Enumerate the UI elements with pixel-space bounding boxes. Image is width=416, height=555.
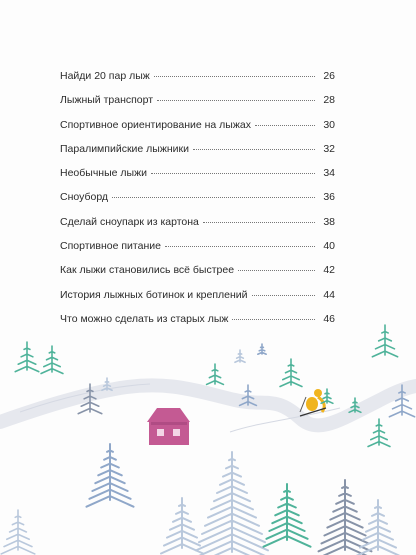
tree-icon xyxy=(161,498,203,554)
toc-entry-page: 42 xyxy=(323,264,335,277)
ski-trail xyxy=(0,385,416,425)
toc-entry-title: Сделай сноупарк из картона xyxy=(60,215,199,228)
toc-entry-title: Спортивное ориентирование на лыжах xyxy=(60,118,251,131)
toc-leader-dots xyxy=(154,76,315,77)
toc-entry-page: 28 xyxy=(323,94,335,107)
toc-entry-title: Лыжный транспорт xyxy=(60,94,154,107)
toc-leader-dots xyxy=(238,270,315,271)
toc-entry[interactable] xyxy=(60,94,335,118)
toc-leader-dots xyxy=(255,125,315,126)
tree-icon xyxy=(41,346,63,374)
tree-icon xyxy=(372,325,397,357)
toc-entry-title: Что можно сделать из старых лыж xyxy=(60,312,229,325)
toc-entry-page: 34 xyxy=(323,167,335,180)
table-of-contents xyxy=(60,70,335,337)
toc-entry-title: Найди 20 пар лыж xyxy=(60,70,150,82)
tree-icon xyxy=(1,510,35,554)
tree-icon xyxy=(258,344,266,354)
pink-house xyxy=(147,408,190,445)
toc-leader-dots xyxy=(112,197,315,198)
toc-entry-page: 26 xyxy=(323,70,335,82)
toc-entry-title: Необычные лыжи xyxy=(60,167,147,180)
tree-icon xyxy=(86,444,133,507)
toc-leader-dots xyxy=(203,222,315,223)
toc-entry-page: 38 xyxy=(323,215,335,228)
tree-icon xyxy=(190,452,274,555)
toc-entry-page: 46 xyxy=(323,312,335,325)
toc-entry-page: 36 xyxy=(323,191,335,204)
tree-icon xyxy=(316,480,375,555)
toc-entry-title: Как лыжи становились всё быстрее xyxy=(60,264,235,277)
toc-entry[interactable] xyxy=(60,143,335,167)
toc-entry-page: 32 xyxy=(323,142,335,155)
toc-entry[interactable] xyxy=(60,191,335,215)
tree-icon xyxy=(15,342,39,372)
toc-entry-title: Сноуборд xyxy=(60,191,109,204)
toc-entry[interactable] xyxy=(60,70,335,94)
toc-entry-page: 30 xyxy=(323,118,335,131)
toc-entry-page: 44 xyxy=(323,288,335,301)
tree-icon xyxy=(207,364,224,384)
toc-entry[interactable] xyxy=(60,264,335,288)
toc-entry[interactable] xyxy=(60,167,335,191)
winter-illustration xyxy=(0,300,416,555)
toc-entry[interactable] xyxy=(60,240,335,264)
toc-entry-title: Паралимпийские лыжники xyxy=(60,142,189,155)
toc-entry-title: История лыжных ботинок и креплений xyxy=(60,288,248,301)
tree-icon xyxy=(368,419,390,447)
tree-icon xyxy=(280,359,302,387)
tree-icon xyxy=(235,350,245,362)
toc-leader-dots xyxy=(165,246,315,247)
toc-leader-dots xyxy=(193,149,315,150)
toc-leader-dots xyxy=(151,173,315,174)
toc-leader-dots xyxy=(157,100,315,101)
tree-icon xyxy=(263,484,310,547)
toc-entry-title: Спортивное питание xyxy=(60,240,161,253)
toc-entry[interactable] xyxy=(60,119,335,143)
toc-leader-dots xyxy=(252,295,315,296)
toc-entry[interactable] xyxy=(60,216,335,240)
toc-entry-page: 40 xyxy=(323,240,335,253)
